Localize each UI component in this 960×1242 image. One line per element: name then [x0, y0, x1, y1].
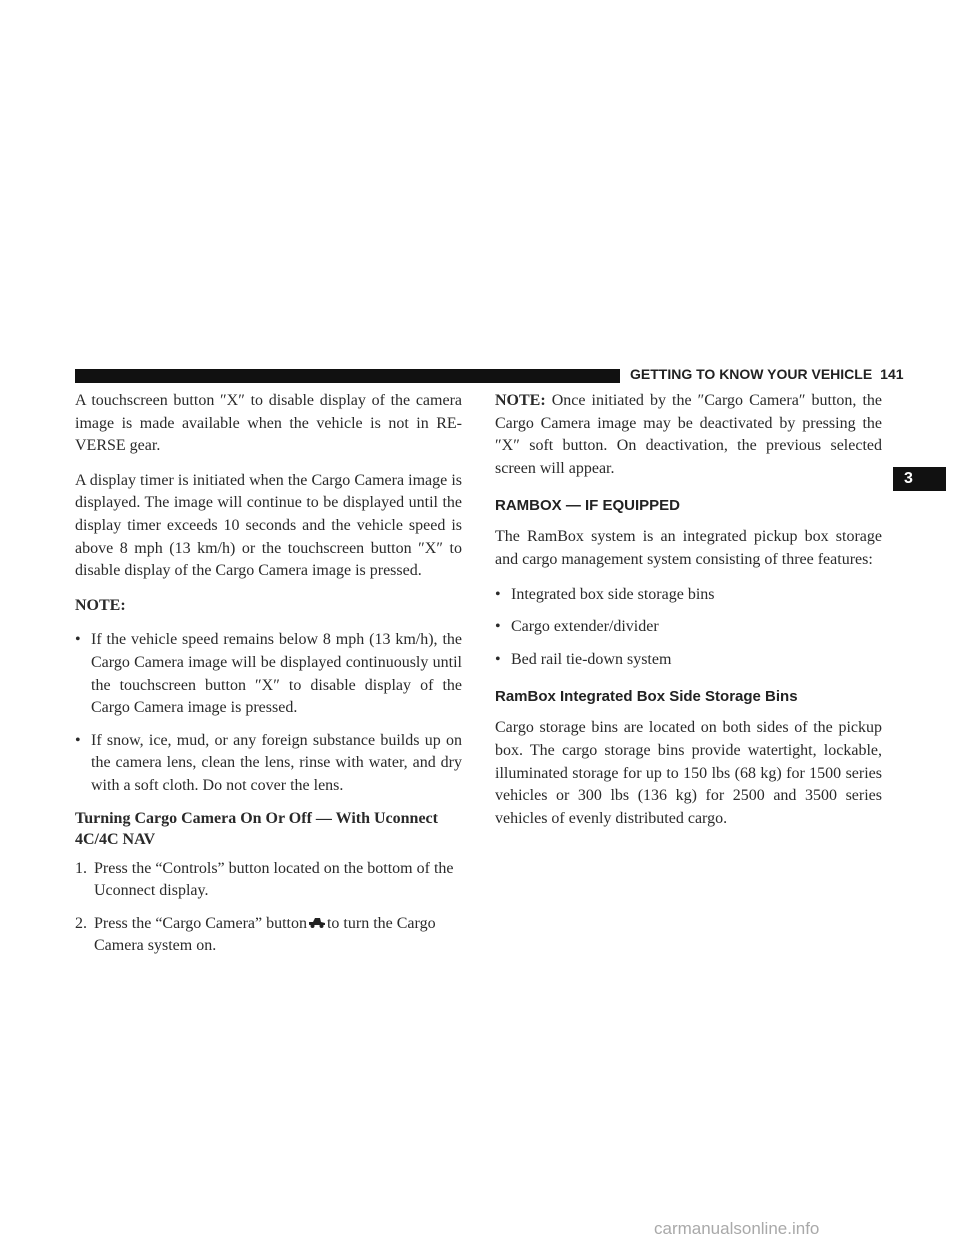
note-label: NOTE: — [495, 392, 546, 409]
bullet-icon: • — [495, 618, 501, 636]
note-paragraph — [495, 390, 882, 480]
bullet-text: If snow, ice, mud, or any foreign substance builds up on the camera lens, clean the lens, rinse with water, and dry with a soft cloth. Do not cover the lens. — [91, 731, 462, 794]
step-item — [75, 913, 462, 958]
bullet-item — [495, 649, 882, 672]
running-header — [630, 366, 904, 382]
page-number: 141 — [880, 366, 904, 382]
bullet-item — [495, 584, 882, 607]
right-column — [495, 390, 882, 842]
bullet-icon: • — [495, 585, 501, 603]
bullet-icon: • — [75, 731, 81, 749]
section-heading: RAMBOX — IF EQUIPPED — [495, 497, 681, 515]
bullet-icon: • — [495, 650, 501, 668]
step-number: 2. — [75, 914, 87, 932]
bullet-item — [495, 616, 882, 639]
subheading: Turning Cargo Camera On Or Off — With Uconnect 4C/4C NAV — [75, 809, 438, 848]
bullet-text: Integrated box side storage bins — [511, 585, 715, 603]
note-label: NOTE: — [75, 596, 126, 614]
paragraph: A touchscreen button ″X″ to disable display of the camera image is made available when the vehicle is not in RE-VERSE gear. — [75, 392, 462, 455]
header-rule — [75, 369, 620, 383]
left-column — [75, 390, 462, 968]
bullet-item — [75, 629, 462, 719]
section-title: GETTING TO KNOW YOUR VEHICLE — [630, 366, 873, 382]
bullet-text: Bed rail tie-down system — [511, 650, 672, 668]
watermark: carmanualsonline.info — [654, 1219, 820, 1238]
paragraph: A display timer is initiated when the Cargo Camera image is displayed. The image will continue to be displayed until the display timer exceeds 10 seconds and the vehicle speed is above 8 mph (13 km/h) or the touchscreen button ″X″ to disable display of the Cargo Camera image is pressed. — [75, 471, 462, 580]
step-number: 1. — [75, 859, 87, 877]
bullet-item — [75, 730, 462, 798]
step-text-continued: to turn the Cargo Camera system on. — [94, 914, 436, 955]
step-text: Press the “Cargo Camera” button — [94, 914, 307, 932]
pickup-truck-icon — [308, 916, 326, 929]
paragraph: The RamBox system is an integrated pickup box storage and cargo management system consisting of three features: — [495, 528, 882, 568]
subsection-heading: RamBox Integrated Box Side Storage Bins — [495, 688, 798, 706]
paragraph: Cargo storage bins are located on both sides of the pickup box. The cargo storage bins provide watertight, lockable, illuminated storage for up to 150 lbs (68 kg) for 1500 series vehicles or 300 lbs (136 kg) for 2500 and 3500 series vehicles of evenly distributed cargo. — [495, 719, 882, 827]
step-text: Press the “Controls” button located on the bottom of the Uconnect display. — [94, 859, 454, 900]
bullet-icon: • — [75, 631, 81, 649]
chapter-tab: 3 — [893, 467, 946, 491]
note-text: Once initiated by the ″Cargo Camera″ button, the Cargo Camera image may be deactivated by pressing the ″X″ soft button. On deactivation, the previous selected screen will appear. — [495, 392, 882, 477]
bullet-text: Cargo extender/divider — [511, 618, 659, 636]
step-item — [75, 858, 462, 903]
bullet-text: If the vehicle speed remains below 8 mph (13 km/h), the Cargo Camera image will be displayed continuously until the touchscreen button ″X″ to disable display of the Cargo Camera image is pressed. — [91, 631, 462, 717]
